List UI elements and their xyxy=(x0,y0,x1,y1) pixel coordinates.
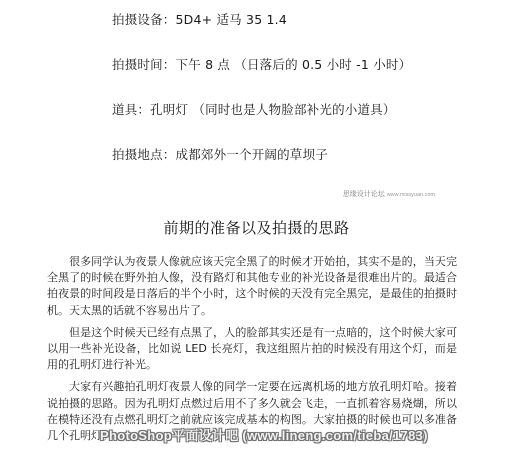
props-line: 道具：孔明灯 （同时也是人物脸部补光的小道具） xyxy=(112,102,396,117)
paragraph: 很多同学认为夜景人像就应该天完全黑了的时候才开始拍，其实不是的，当天完全黑了的时候在野外拍人像，没有路灯和其他专业的补光设备是很难出片的。最适合拍夜景的时间段是日落后的半个小时，这个时候的天没有完全黑完，是最佳的拍摄时机。天太黑的话就不容易出片了。 xyxy=(47,255,457,317)
paragraph: 但是这个时候天已经有点黑了，人的脸部其实还是有一点暗的，这个时候大家可以用一些补光设备，比如说 LED 长亮灯，我这组照片拍的时候没有用这个灯，而是用的孔明灯进行补光。 xyxy=(47,325,457,372)
section-title: 前期的准备以及拍摄的思路 xyxy=(163,219,350,237)
time-line: 拍摄时间：下午 8 点 （日落后的 0.5 小时 -1 小时） xyxy=(112,57,412,72)
site-watermark xyxy=(343,190,435,200)
forum-watermark: PhotoShop平面设计吧 (www.lineng.com/tieba/1783) xyxy=(100,428,428,443)
site-watermark-name: 思缘设计论坛 xyxy=(342,191,385,198)
article-body xyxy=(47,254,457,450)
equipment-line: 拍摄设备：5D4+ 适马 35 1.4 xyxy=(112,12,288,27)
site-watermark-url: www.missyuan.com xyxy=(386,192,435,198)
location-line: 拍摄地点：成都郊外一个开阔的草坝子 xyxy=(112,147,328,162)
paragraph: 大家有兴趣拍孔明灯夜景人像的同学一定要在远离机场的地方放孔明灯哈。接着说拍摄的思路。因为孔明灯点燃过后用不了多久就会飞走，一直抓着容易烧煳，所以在模特还没有点燃孔明灯之前就应该完成基本的构图。大家拍摄的时候也可以多准备几个孔明灯。 xyxy=(47,380,457,443)
